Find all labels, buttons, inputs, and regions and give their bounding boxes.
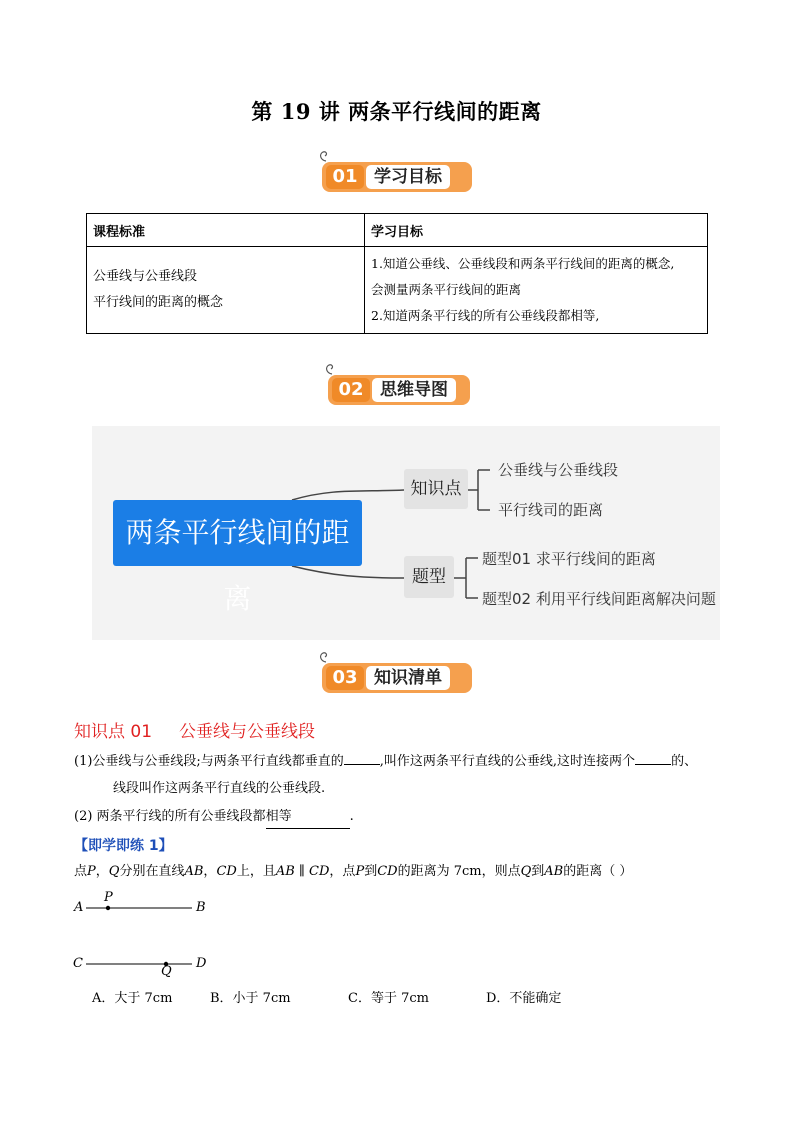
label-C: C <box>73 956 83 971</box>
label-P: P <box>104 890 113 905</box>
mind-map-leaf: 公垂线与公垂线段 <box>498 461 619 479</box>
practice-label: 【即学即练 1】 <box>74 838 173 854</box>
label-A: A <box>74 900 84 915</box>
mind-map <box>92 426 720 640</box>
section-number: 03 <box>326 666 364 690</box>
answer-option-d[interactable]: D．不能确定 <box>486 991 562 1006</box>
curl-icon <box>318 649 330 663</box>
section-label: 思维导图 <box>372 378 456 402</box>
fill-blank <box>635 750 671 765</box>
section-badge-mindmap <box>328 369 470 407</box>
fill-answer: 相等 <box>266 806 350 829</box>
mind-map-node-types: 题型 <box>404 556 454 598</box>
section-label: 学习目标 <box>366 165 450 189</box>
mind-map-leaf: 题型01 求平行线间的距离 <box>482 550 656 568</box>
objective-item: 1.知道公垂线、公垂线段和两条平行线间的距离的概念, <box>371 256 675 271</box>
standard-item: 平行线间的距离的概念 <box>93 295 224 310</box>
section-number: 02 <box>332 378 370 402</box>
section-label: 知识清单 <box>366 666 450 690</box>
knowledge-paragraph-1 <box>74 750 697 773</box>
section-badge-knowledge <box>322 657 472 695</box>
page-title: 第 19 讲 两条平行线间的距离 <box>251 99 542 124</box>
practice-question: 点P，Q分别在直线AB，CD上，且AB ∥ CD，点P到CD的距离为 7cm，则点Q到AB的距离（ ） <box>74 864 633 879</box>
mind-map-leaf: 题型02 利用平行线间距离解决问题 <box>482 590 716 608</box>
text-span: 的、 <box>671 754 698 769</box>
objective-item: 2.知道两条平行线的所有公垂线段都相等, <box>371 308 600 323</box>
knowledge-paragraph-1-cont: 线段叫作这两条平行直线的公垂线段. <box>113 781 326 796</box>
section-badge-goals <box>322 156 472 194</box>
answer-option-a[interactable]: A．大于 7cm <box>92 991 173 1006</box>
section-number: 01 <box>326 165 364 189</box>
table-header-objectives: 学习目标 <box>365 214 708 247</box>
table-header-standard: 课程标准 <box>87 214 365 247</box>
label-D: D <box>196 956 207 971</box>
objective-item: 会测量两条平行线间的距离 <box>371 282 522 297</box>
knowledge-point-title: 知识点 01 公垂线与公垂线段 <box>74 722 316 742</box>
curl-icon <box>318 148 330 162</box>
mind-map-leaf: 平行线司的距离 <box>498 501 604 519</box>
curl-icon <box>324 361 336 375</box>
fill-blank <box>344 750 380 765</box>
parallel-lines-figure <box>70 888 220 978</box>
text-span: . <box>349 809 354 824</box>
mind-map-root: 两条平行线间的距离 <box>113 500 362 566</box>
standard-item: 公垂线与公垂线段 <box>93 269 198 284</box>
goals-table <box>86 213 708 334</box>
text-span: ,叫作这两条平行直线的公垂线,这时连接两个 <box>379 754 636 769</box>
label-B: B <box>196 900 206 915</box>
label-Q: Q <box>161 964 172 979</box>
knowledge-paragraph-2 <box>74 806 354 829</box>
mind-map-node-knowledge: 知识点 <box>404 469 468 509</box>
text-span: (1)公垂线与公垂线段;与两条平行直线都垂直的 <box>74 754 344 769</box>
answer-option-c[interactable]: C．等于 7cm <box>348 991 429 1006</box>
text-span: (2) 两条平行线的所有公垂线段都 <box>74 809 266 824</box>
answer-option-b[interactable]: B．小于 7cm <box>210 991 291 1006</box>
